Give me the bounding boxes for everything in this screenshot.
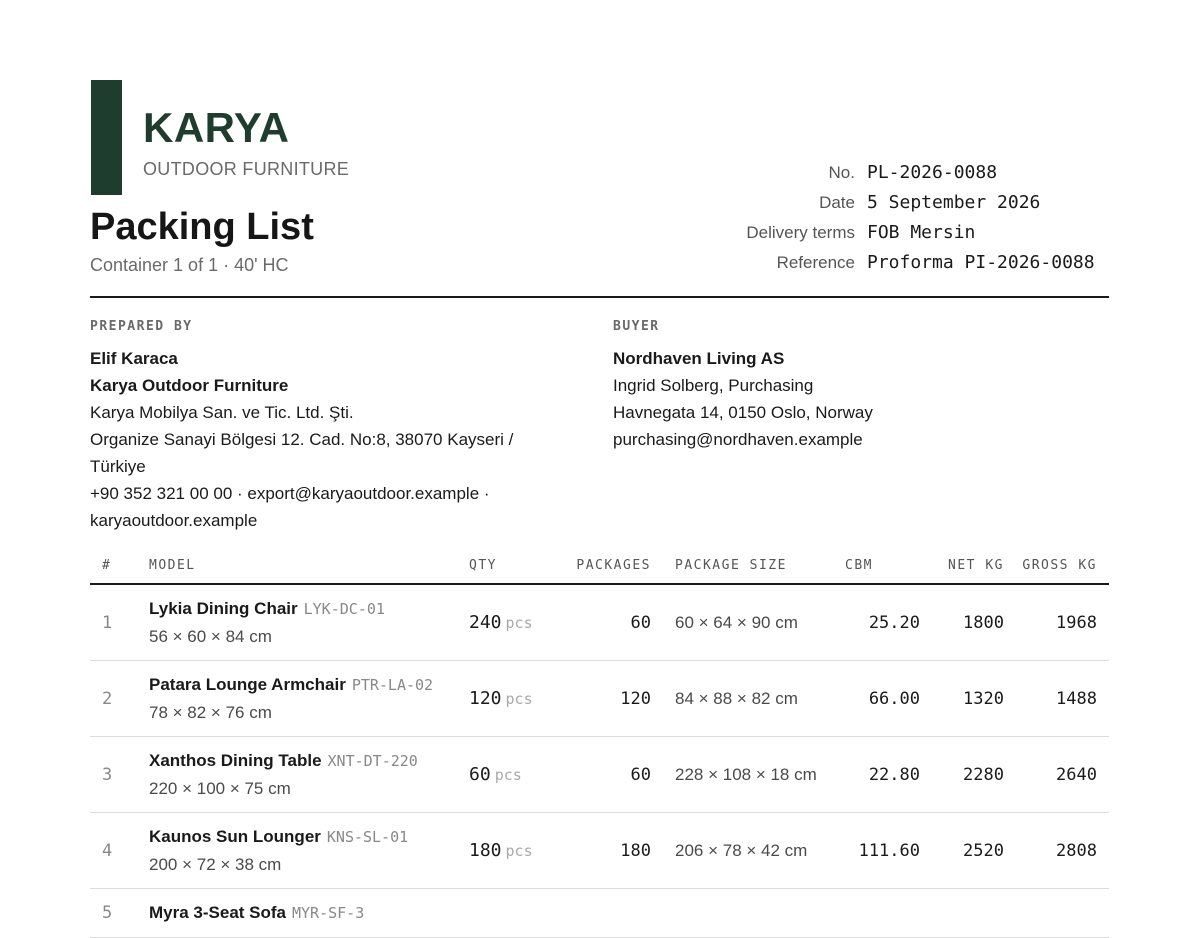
row-model <box>149 584 469 661</box>
row-packages: 60 <box>569 584 675 661</box>
model-code: MYR-SF-3 <box>292 904 365 922</box>
meta-value: FOB Mersin <box>867 222 976 243</box>
buyer-email: purchasing@nordhaven.example <box>613 430 863 449</box>
meta-label: No. <box>828 163 855 182</box>
buyer-contact-person: Ingrid Solberg, Purchasing <box>613 376 814 395</box>
row-model <box>149 889 469 938</box>
row-qty <box>469 737 569 813</box>
packing-table <box>90 552 1109 938</box>
qty-unit: pcs <box>505 690 533 708</box>
brand-name: KARYA <box>143 104 290 151</box>
model-name: Lykia Dining Chair <box>149 599 298 618</box>
row-gross-kg: 2808 <box>1004 813 1109 889</box>
buyer-company: Nordhaven Living AS <box>613 349 785 368</box>
table-header-row <box>90 552 1109 584</box>
col-header-qty: QTY <box>469 552 569 584</box>
row-cbm: 25.20 <box>845 584 920 661</box>
prepared-by-heading: PREPARED BY <box>90 319 193 334</box>
row-model <box>149 737 469 813</box>
model-code: XNT-DT-220 <box>327 752 418 770</box>
qty-unit: pcs <box>505 614 533 632</box>
preparer-address: Organize Sanayi Bölgesi 12. Cad. No:8, 38070 Kayseri / Türkiye <box>90 430 514 476</box>
buyer-address: Havnegata 14, 0150 Oslo, Norway <box>613 403 873 422</box>
model-name: Kaunos Sun Lounger <box>149 827 321 846</box>
brand-logo-bar <box>91 80 122 195</box>
meta-label: Reference <box>776 253 855 272</box>
model-name: Patara Lounge Armchair <box>149 675 346 694</box>
row-packages <box>569 889 675 938</box>
row-package-size: 206 × 78 × 42 cm <box>675 813 845 889</box>
row-qty <box>469 661 569 737</box>
col-header-net-kg: NET KG <box>920 552 1004 584</box>
row-number: 5 <box>90 889 149 938</box>
model-dimensions: 220 × 100 × 75 cm <box>149 779 291 798</box>
row-net-kg: 1320 <box>920 661 1004 737</box>
row-qty <box>469 813 569 889</box>
meta-row-date <box>746 192 1108 222</box>
table-row <box>90 889 1109 938</box>
col-header-packages: PACKAGES <box>569 552 675 584</box>
qty-unit: pcs <box>505 842 533 860</box>
row-qty <box>469 584 569 661</box>
preparer-contact: +90 352 321 00 00 · export@karyaoutdoor.example · karyaoutdoor.example <box>90 484 490 530</box>
header-divider <box>90 296 1109 298</box>
meta-label: Delivery terms <box>746 223 855 242</box>
model-dimensions: 56 × 60 × 84 cm <box>149 627 272 646</box>
brand-tagline: OUTDOOR FURNITURE <box>143 159 350 179</box>
col-header-gross-kg: GROSS KG <box>1004 552 1109 584</box>
document-meta <box>746 162 1108 282</box>
row-net-kg: 1800 <box>920 584 1004 661</box>
row-gross-kg: 1968 <box>1004 584 1109 661</box>
row-net-kg <box>920 889 1004 938</box>
row-gross-kg: 2640 <box>1004 737 1109 813</box>
model-code: KNS-SL-01 <box>326 828 409 846</box>
qty-value: 60 <box>469 764 491 785</box>
row-net-kg: 2280 <box>920 737 1004 813</box>
row-net-kg: 2520 <box>920 813 1004 889</box>
row-cbm: 22.80 <box>845 737 920 813</box>
qty-value: 120 <box>469 688 502 709</box>
preparer-legal-name: Karya Mobilya San. ve Tic. Ltd. Şti. <box>90 403 354 422</box>
col-header-package-size: PACKAGE SIZE <box>675 552 845 584</box>
row-package-size <box>675 889 845 938</box>
qty-value: 180 <box>469 840 502 861</box>
container-subtitle: Container 1 of 1 · 40' HC <box>90 255 289 275</box>
table-row <box>90 813 1109 889</box>
model-code: LYK-DC-01 <box>303 600 385 618</box>
row-cbm <box>845 889 920 938</box>
row-number: 3 <box>90 737 149 813</box>
row-package-size: 60 × 64 × 90 cm <box>675 584 845 661</box>
preparer-name: Elif Karaca <box>90 349 178 368</box>
row-gross-kg <box>1004 889 1109 938</box>
col-header-model: MODEL <box>149 552 469 584</box>
meta-value: 5 September 2026 <box>867 192 1041 213</box>
col-header-num: # <box>90 552 149 584</box>
row-cbm: 111.60 <box>845 813 920 889</box>
model-name: Myra 3-Seat Sofa <box>149 903 286 922</box>
row-package-size: 228 × 108 × 18 cm <box>675 737 845 813</box>
meta-value: PL-2026-0088 <box>867 162 998 183</box>
row-packages: 120 <box>569 661 675 737</box>
row-package-size: 84 × 88 × 82 cm <box>675 661 845 737</box>
buyer-heading: BUYER <box>613 319 660 334</box>
row-number: 1 <box>90 584 149 661</box>
row-cbm: 66.00 <box>845 661 920 737</box>
qty-value: 240 <box>469 612 502 633</box>
table-row <box>90 584 1109 661</box>
meta-row-number <box>746 162 1108 192</box>
model-dimensions: 200 × 72 × 38 cm <box>149 855 282 874</box>
row-number: 4 <box>90 813 149 889</box>
row-number: 2 <box>90 661 149 737</box>
meta-value: Proforma PI-2026-0088 <box>867 252 1095 273</box>
row-packages: 60 <box>569 737 675 813</box>
row-packages: 180 <box>569 813 675 889</box>
table-row <box>90 737 1109 813</box>
table-row <box>90 661 1109 737</box>
row-model <box>149 661 469 737</box>
row-qty <box>469 889 569 938</box>
buyer-block <box>613 318 1093 453</box>
model-code: PTR-LA-02 <box>351 676 434 694</box>
model-dimensions: 78 × 82 × 76 cm <box>149 703 272 722</box>
prepared-by-block <box>90 318 570 534</box>
meta-row-reference <box>746 252 1108 282</box>
page-title: Packing List <box>90 206 314 248</box>
row-gross-kg: 1488 <box>1004 661 1109 737</box>
qty-unit: pcs <box>494 766 522 784</box>
row-model <box>149 813 469 889</box>
preparer-company: Karya Outdoor Furniture <box>90 376 289 395</box>
meta-label: Date <box>819 193 855 212</box>
model-name: Xanthos Dining Table <box>149 751 322 770</box>
meta-row-delivery-terms <box>746 222 1108 252</box>
col-header-cbm: CBM <box>845 552 920 584</box>
